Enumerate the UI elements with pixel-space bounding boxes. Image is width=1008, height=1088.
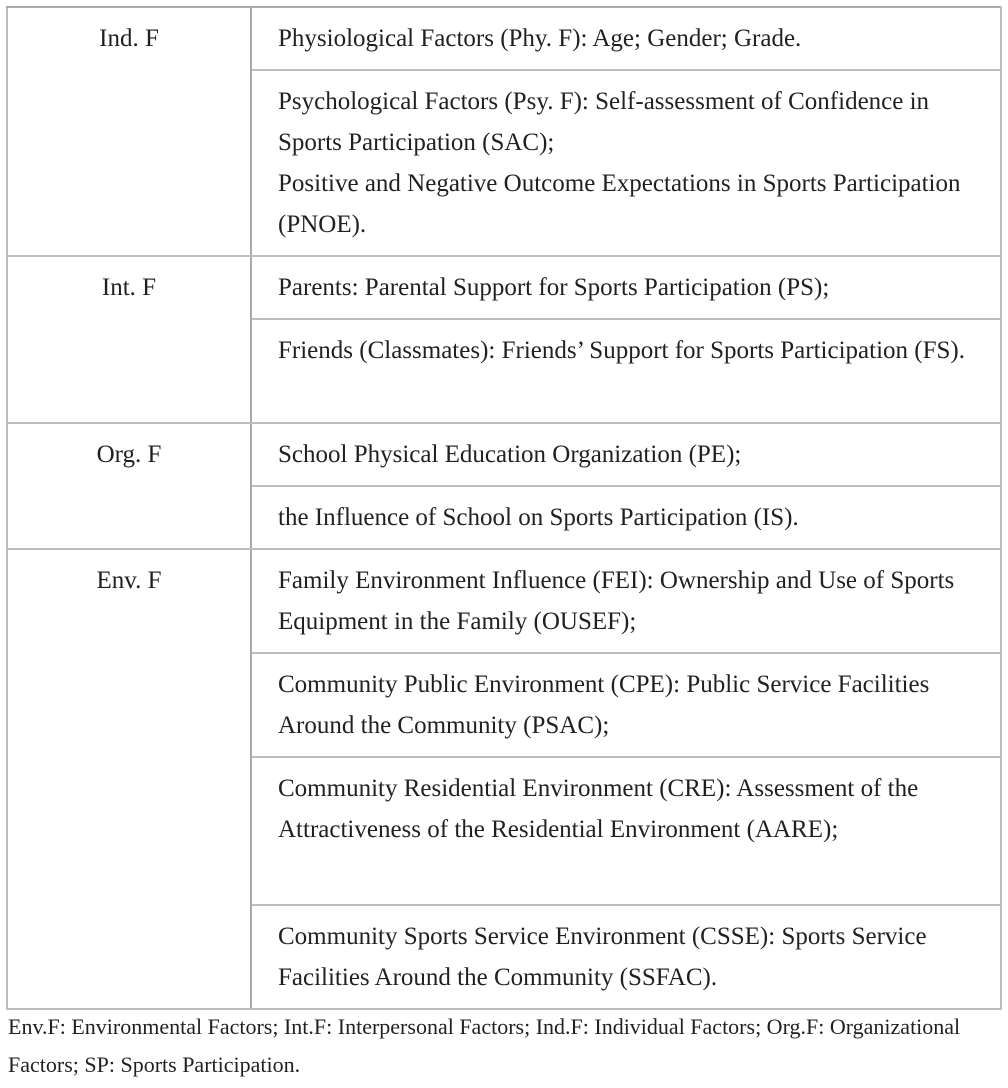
- description-cell: [251, 653, 1001, 757]
- description-text: Parents: Parental Support for Sports Participation (PS);: [278, 274, 830, 301]
- table-row: [7, 256, 1001, 319]
- description-text: Physiological Factors (Phy. F): Age; Gender; Grade.: [278, 25, 802, 52]
- category-cell: Int. F: [7, 256, 251, 423]
- description-text: Family Environment Influence (FEI): Ownership and Use of Sports Equipment in the Family (OUSEF);: [278, 567, 955, 635]
- description-cell: [251, 549, 1001, 653]
- description-text: Positive and Negative Outcome Expectations in Sports Participation (PNOE).: [278, 170, 961, 238]
- description-cell: [251, 486, 1001, 549]
- description-cell: [251, 70, 1001, 256]
- description-text: the Influence of School on Sports Participation (IS).: [278, 504, 799, 531]
- description-text: Friends (Classmates): Friends’ Support for Sports Participation (FS).: [278, 337, 965, 364]
- description-cell: [251, 7, 1001, 70]
- category-cell: Env. F: [7, 549, 251, 1009]
- category-cell: Ind. F: [7, 7, 251, 256]
- description-cell: [251, 423, 1001, 486]
- description-text: Community Sports Service Environment (CSSE): Sports Service Facilities Around the Community (SSFAC).: [278, 923, 927, 991]
- description-cell: [251, 757, 1001, 905]
- description-text: School Physical Education Organization (PE);: [278, 441, 742, 468]
- table-footnote: Env.F: Environmental Factors; Int.F: Interpersonal Factors; Ind.F: Individual Factors; Org.F: Organizational Factors; SP: Sports Participation.: [8, 1014, 961, 1077]
- factors-table: [6, 6, 1002, 1010]
- table-row: [7, 7, 1001, 70]
- description-cell: [251, 905, 1001, 1009]
- description-text: Community Residential Environment (CRE): Assessment of the Attractiveness of the Residential Environment (AARE);: [278, 775, 919, 843]
- category-cell: Org. F: [7, 423, 251, 549]
- description-cell: [251, 319, 1001, 423]
- description-text: Psychological Factors (Psy. F): Self-assessment of Confidence in Sports Participation (SAC);: [278, 88, 930, 156]
- table-row: [7, 423, 1001, 486]
- table-row: [7, 549, 1001, 653]
- description-text: Community Public Environment (CPE): Public Service Facilities Around the Community (PSAC);: [278, 671, 930, 739]
- description-cell: [251, 256, 1001, 319]
